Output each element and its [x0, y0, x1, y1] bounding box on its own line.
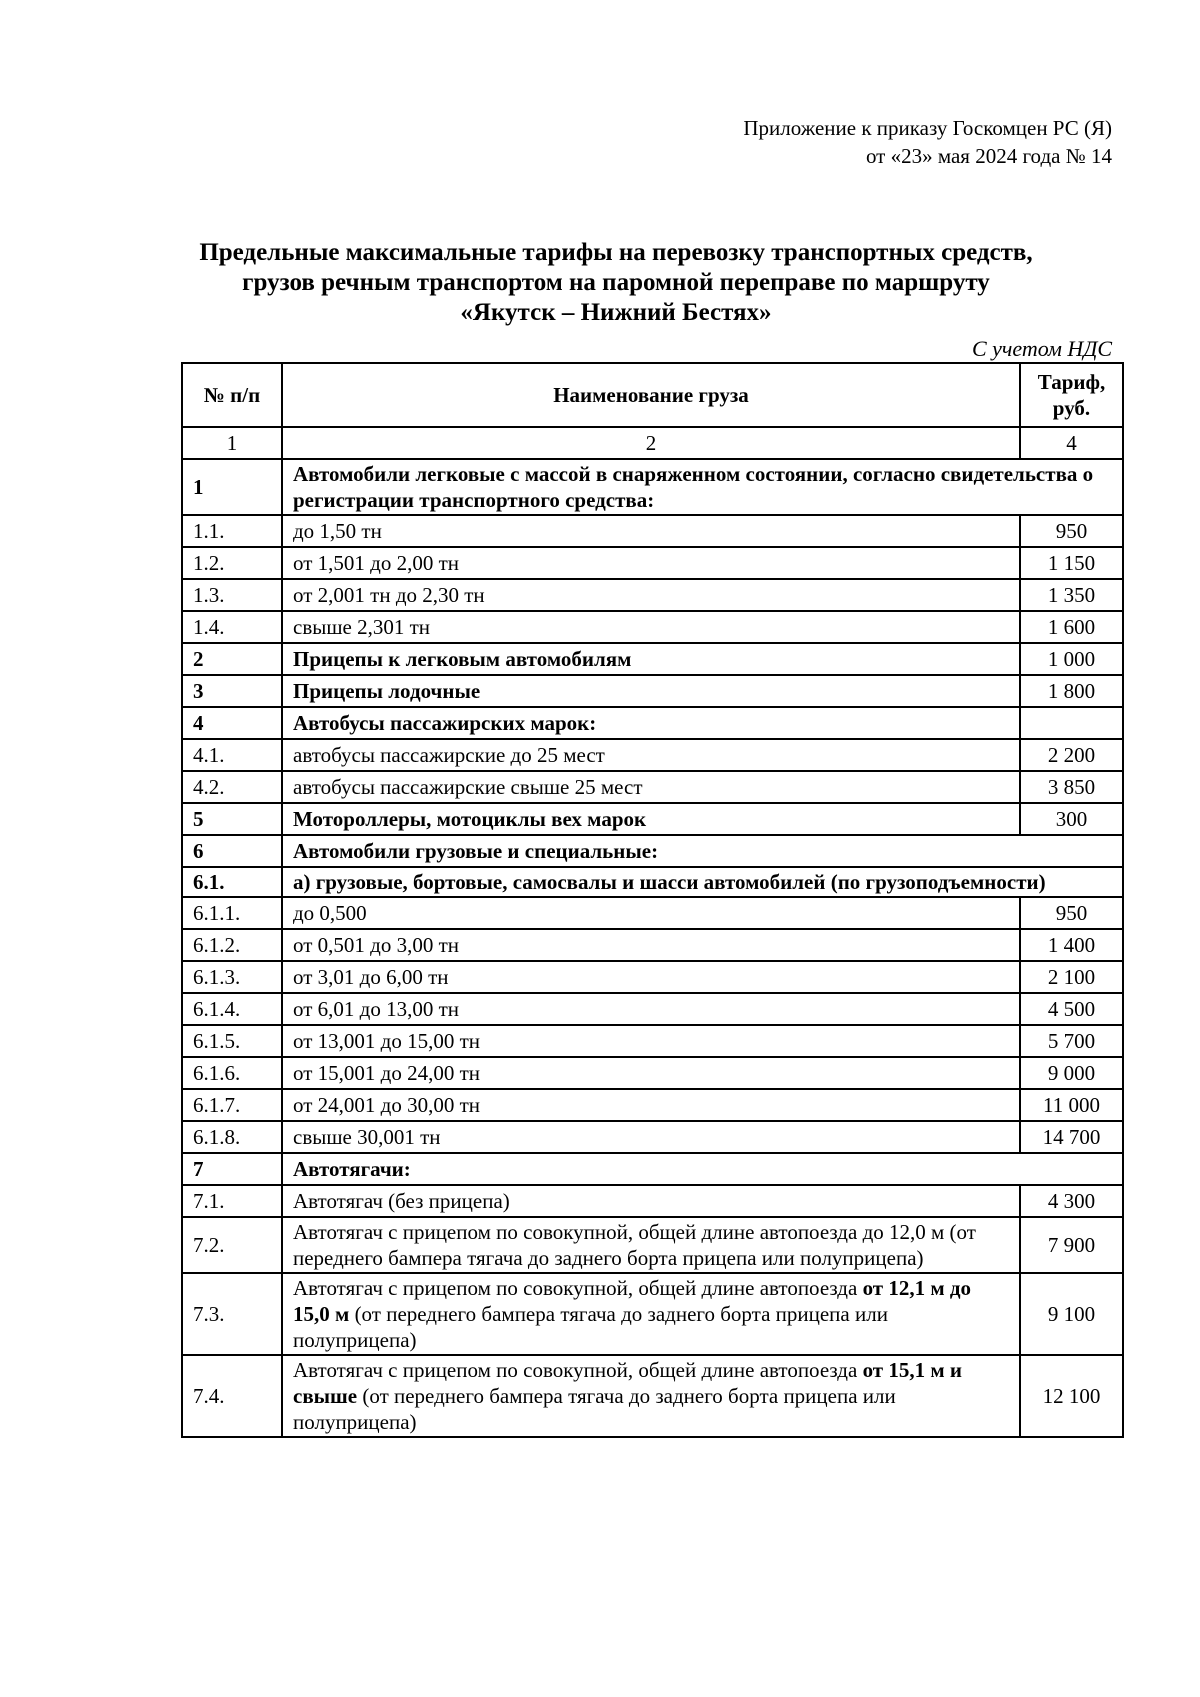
row-num: 6.1.2. — [182, 929, 282, 961]
row-name-bold: от 12,1 м до 15,0 м — [293, 1276, 972, 1326]
row-num: 7 — [182, 1153, 282, 1185]
table-row — [182, 1185, 1123, 1217]
row-name: автобусы пассажирские свыше 25 мест — [282, 771, 1020, 803]
row-name-text: Автотягач с прицепом по совокупной, общей длине автопоезда — [293, 1358, 863, 1382]
row-num: 6 — [182, 835, 282, 867]
row-num: 7.2. — [182, 1217, 282, 1273]
row-price: 3 850 — [1020, 771, 1123, 803]
table-row — [182, 1121, 1123, 1153]
row-price: 300 — [1020, 803, 1123, 835]
row-name: от 1,501 до 2,00 тн — [282, 547, 1020, 579]
title-line-1: Предельные максимальные тарифы на перевозку транспортных средств, — [199, 239, 1033, 266]
appendix-line-2: от «23» мая 2024 года № 14 — [865, 144, 1112, 168]
table-row — [182, 1217, 1123, 1273]
table-row — [182, 1273, 1123, 1355]
row-name: до 0,500 — [282, 897, 1020, 929]
row-name-text: (от переднего бампера тягача до заднего борта прицепа или полуприцепа) — [293, 1302, 888, 1352]
table-row — [182, 1057, 1123, 1089]
row-price: 5 700 — [1020, 1025, 1123, 1057]
row-name: от 24,001 до 30,00 тн — [282, 1089, 1020, 1121]
table-row — [182, 611, 1123, 643]
appendix-line-1: Приложение к приказу Госкомцен РС (Я) — [743, 116, 1112, 140]
row-name: автобусы пассажирские до 25 мест — [282, 739, 1020, 771]
row-num: 1.1. — [182, 515, 282, 547]
row-price: 9 100 — [1020, 1273, 1123, 1355]
row-price: 7 900 — [1020, 1217, 1123, 1273]
table-row — [182, 803, 1123, 835]
table-row — [182, 739, 1123, 771]
row-name: от 2,001 тн до 2,30 тн — [282, 579, 1020, 611]
row-price: 1 600 — [1020, 611, 1123, 643]
row-price: 950 — [1020, 897, 1123, 929]
row-price: 1 400 — [1020, 929, 1123, 961]
table-row — [182, 1355, 1123, 1437]
table-row — [182, 867, 1123, 897]
table-row — [182, 579, 1123, 611]
row-name: свыше 2,301 тн — [282, 611, 1020, 643]
table-row — [182, 929, 1123, 961]
row-num: 6.1.8. — [182, 1121, 282, 1153]
row-price: 12 100 — [1020, 1355, 1123, 1437]
row-name: от 13,001 до 15,00 тн — [282, 1025, 1020, 1057]
row-name — [282, 1273, 1020, 1355]
row-num: 1.2. — [182, 547, 282, 579]
row-name: от 0,501 до 3,00 тн — [282, 929, 1020, 961]
row-price: 2 100 — [1020, 961, 1123, 993]
index-name: 2 — [282, 427, 1020, 459]
row-name: до 1,50 тн — [282, 515, 1020, 547]
row-num: 6.1.1. — [182, 897, 282, 929]
header-name: Наименование груза — [282, 363, 1020, 427]
row-num: 3 — [182, 675, 282, 707]
row-name: Прицепы лодочные — [282, 675, 1020, 707]
row-name: от 6,01 до 13,00 тн — [282, 993, 1020, 1025]
table-row — [182, 643, 1123, 675]
row-price: 2 200 — [1020, 739, 1123, 771]
row-num: 1.3. — [182, 579, 282, 611]
title-line-2: грузов речным транспортом на паромной переправе по маршруту — [242, 269, 990, 296]
row-name: Мотороллеры, мотоциклы вех марок — [282, 803, 1020, 835]
header-price-line-1: Тариф, — [1037, 370, 1106, 394]
row-name: Автомобили легковые с массой в снаряженном состоянии, согласно свидетельства о регистрации транспортного средства: — [282, 459, 1123, 515]
row-num: 5 — [182, 803, 282, 835]
row-name-bold: от 15,1 м и свыше — [293, 1358, 963, 1408]
row-num: 6.1.5. — [182, 1025, 282, 1057]
row-name: Автотягачи: — [282, 1153, 1123, 1185]
row-name: Автотягач с прицепом по совокупной, общей длине автопоезда до 12,0 м (от переднего бампера тягача до заднего борта прицепа или полуприцепа) — [282, 1217, 1020, 1273]
table-row — [182, 835, 1123, 867]
table-row — [182, 707, 1123, 739]
row-name: от 3,01 до 6,00 тн — [282, 961, 1020, 993]
table-row — [182, 515, 1123, 547]
row-price: 9 000 — [1020, 1057, 1123, 1089]
row-price: 11 000 — [1020, 1089, 1123, 1121]
row-price — [1020, 707, 1123, 739]
row-price: 4 300 — [1020, 1185, 1123, 1217]
index-price: 4 — [1020, 427, 1123, 459]
header-price-line-2: руб. — [1052, 396, 1091, 420]
row-price: 1 350 — [1020, 579, 1123, 611]
row-num: 1.4. — [182, 611, 282, 643]
row-num: 4 — [182, 707, 282, 739]
row-price: 1 000 — [1020, 643, 1123, 675]
row-price: 4 500 — [1020, 993, 1123, 1025]
vat-note: С учетом НДС — [971, 336, 1112, 361]
column-index-row — [182, 427, 1123, 459]
row-num: 6.1.3. — [182, 961, 282, 993]
table-row — [182, 675, 1123, 707]
table-header-row — [182, 363, 1123, 427]
table-row — [182, 547, 1123, 579]
row-price: 1 800 — [1020, 675, 1123, 707]
table-row — [182, 459, 1123, 515]
row-name — [282, 1355, 1020, 1437]
row-name: Автомобили грузовые и специальные: — [282, 835, 1123, 867]
table-row — [182, 1089, 1123, 1121]
table-row — [182, 1025, 1123, 1057]
tariff-table — [181, 362, 1124, 1438]
row-num: 2 — [182, 643, 282, 675]
row-num: 4.1. — [182, 739, 282, 771]
index-num: 1 — [182, 427, 282, 459]
row-num: 4.2. — [182, 771, 282, 803]
row-name: Автотягач (без прицепа) — [282, 1185, 1020, 1217]
row-price: 1 150 — [1020, 547, 1123, 579]
table-row — [182, 897, 1123, 929]
row-num: 7.1. — [182, 1185, 282, 1217]
table-row — [182, 993, 1123, 1025]
row-price: 950 — [1020, 515, 1123, 547]
row-name: а) грузовые, бортовые, самосвалы и шасси автомобилей (по грузоподъемности) — [282, 867, 1123, 897]
row-price: 14 700 — [1020, 1121, 1123, 1153]
row-name: свыше 30,001 тн — [282, 1121, 1020, 1153]
table-row — [182, 1153, 1123, 1185]
document-title — [120, 238, 1112, 328]
row-num: 7.3. — [182, 1273, 282, 1355]
row-name: от 15,001 до 24,00 тн — [282, 1057, 1020, 1089]
row-num: 7.4. — [182, 1355, 282, 1437]
row-name: Прицепы к легковым автомобилям — [282, 643, 1020, 675]
header-num: № п/п — [182, 363, 282, 427]
row-num: 6.1.6. — [182, 1057, 282, 1089]
appendix-reference — [743, 114, 1112, 170]
row-name: Автобусы пассажирских марок: — [282, 707, 1020, 739]
title-line-3: «Якутск – Нижний Бестях» — [460, 299, 772, 326]
header-price — [1020, 363, 1123, 427]
row-num: 1 — [182, 459, 282, 515]
row-num: 6.1. — [182, 867, 282, 897]
table-row — [182, 771, 1123, 803]
row-num: 6.1.7. — [182, 1089, 282, 1121]
row-name-text: (от переднего бампера тягача до заднего борта прицепа или полуприцепа) — [293, 1384, 896, 1434]
table-row — [182, 961, 1123, 993]
row-name-text: Автотягач с прицепом по совокупной, общей длине автопоезда — [293, 1276, 863, 1300]
row-num: 6.1.4. — [182, 993, 282, 1025]
